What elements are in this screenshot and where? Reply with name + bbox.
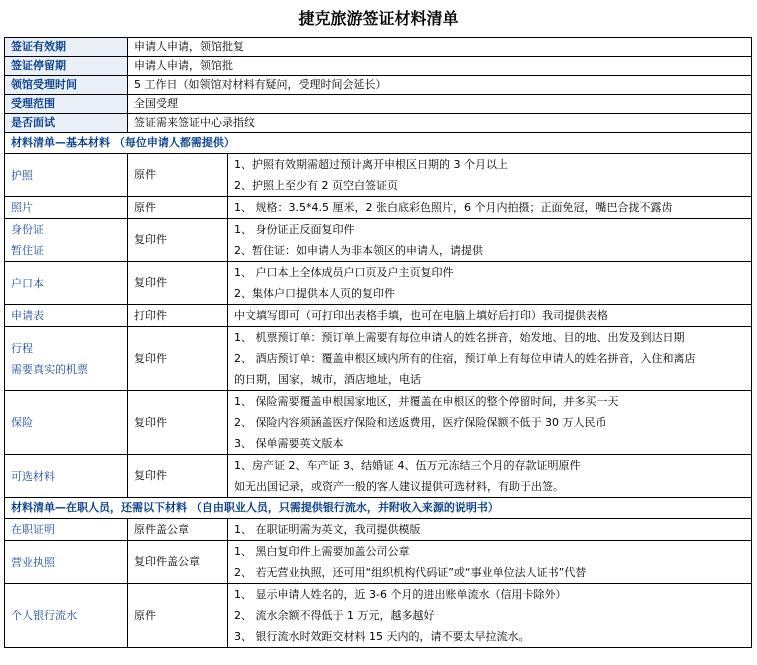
material-details	[228, 391, 752, 455]
material-name	[5, 584, 128, 648]
info-label: 签证停留期	[5, 57, 128, 76]
material-type: 复印件盖公章	[128, 541, 228, 584]
material-name	[5, 455, 128, 498]
material-detail-line: 1、 身份证正反面复印件	[234, 223, 355, 236]
material-detail-line: 2、 保险内容须涵盖医疗保险和送返费用，医疗保险保额不低于 30 万人民币	[234, 416, 607, 429]
section-basic-label: 材料清单—基本材料 （每位申请人都需提供）	[5, 133, 752, 154]
material-row	[5, 391, 752, 455]
material-detail-line: 2、暂住证：如申请人为非本领区的申请人，请提供	[234, 244, 483, 257]
page-title: 捷克旅游签证材料清单	[298, 9, 459, 28]
material-detail-line: 2、护照上至少有 2 页空白签证页	[234, 179, 398, 192]
material-name-line: 营业执照	[11, 555, 55, 569]
material-type: 复印件	[128, 262, 228, 305]
material-detail-line: 2、集体户口提供本人页的复印件	[234, 287, 395, 300]
section-employed-label: 材料清单—在职人员，还需以下材料 （自由职业人员，只需提供银行流水，并附收入来源的说明书）	[5, 498, 752, 519]
material-detail-line: 1、 规格：3.5*4.5 厘米，2 张白底彩色照片，6 个月内拍摄；正面免冠，嘴巴合拢不露齿	[234, 201, 673, 214]
info-row	[5, 38, 752, 57]
material-name-line: 照片	[11, 201, 33, 214]
material-detail-line: 1、 机票预订单：预订单上需要有每位申请人的姓名拼音，始发地、目的地、出发及到达日期	[234, 331, 685, 344]
section-employed	[5, 498, 752, 519]
info-value: 5 工作日（如领馆对材料有疑问，受理时间会延长）	[128, 76, 752, 95]
info-label: 是否面试	[5, 114, 128, 133]
material-detail-line: 3、 银行流水时效距交材料 15 天内的，请不要太早拉流水。	[234, 630, 530, 643]
material-detail-line: 1、护照有效期需超过预计离开申根区日期的 3 个月以上	[234, 158, 508, 171]
material-name	[5, 262, 128, 305]
material-detail-line: 2、 若无营业执照，还可用“组织机构代码证”或“事业单位法人证书”代替	[234, 566, 587, 579]
material-name-line: 暂住证	[11, 244, 44, 257]
material-name-line: 申请表	[11, 309, 44, 322]
info-value: 签证需来签证中心录指纹	[128, 114, 752, 133]
material-details	[228, 197, 752, 219]
material-type: 原件	[128, 584, 228, 648]
material-details	[228, 262, 752, 305]
section-basic	[5, 133, 752, 154]
info-label: 领馆受理时间	[5, 76, 128, 95]
material-name-line: 保险	[11, 416, 33, 429]
material-name-line: 护照	[11, 168, 33, 182]
material-name-line: 行程	[11, 341, 33, 355]
material-type: 复印件	[128, 455, 228, 498]
info-value: 全国受理	[128, 95, 752, 114]
material-details	[228, 154, 752, 197]
info-row	[5, 57, 752, 76]
material-details	[228, 541, 752, 584]
material-name	[5, 154, 128, 197]
info-value: 申请人申请，领馆批	[128, 57, 752, 76]
material-name-line: 需要真实的机票	[11, 362, 88, 376]
material-type: 复印件	[128, 391, 228, 455]
material-type: 原件	[128, 197, 228, 219]
material-detail-line: 的日期，国家，城市，酒店地址，电话	[234, 373, 421, 386]
material-row	[5, 327, 752, 391]
material-type: 原件盖公章	[128, 519, 228, 541]
material-name	[5, 197, 128, 219]
material-name	[5, 391, 128, 455]
material-row	[5, 584, 752, 648]
material-name-line: 可选材料	[11, 469, 55, 483]
material-details	[228, 219, 752, 262]
material-type: 复印件	[128, 219, 228, 262]
material-type: 复印件	[128, 327, 228, 391]
material-row	[5, 455, 752, 498]
material-detail-line: 如无出国记录，或资产一般的客人建议提供可选材料，有助于出签。	[234, 480, 564, 493]
material-detail-line: 1、房产证 2、车产证 3、结婚证 4、伍万元冻结三个月的存款证明原件	[234, 459, 581, 472]
material-row	[5, 541, 752, 584]
material-details	[228, 455, 752, 498]
material-row	[5, 154, 752, 197]
material-detail-line: 中文填写即可（可打印出表格手填，也可在电脑上填好后打印）我司提供表格	[234, 309, 608, 322]
info-label: 签证有效期	[5, 38, 128, 57]
material-type: 打印件	[128, 305, 228, 327]
material-row	[5, 197, 752, 219]
material-name	[5, 541, 128, 584]
material-name	[5, 305, 128, 327]
material-detail-line: 2、 酒店预订单：覆盖申根区域内所有的住宿，预订单上有每位申请人的姓名拼音，入住和离店	[234, 352, 696, 365]
material-detail-line: 1、 户口本上全体成员户口页及户主页复印件	[234, 266, 454, 279]
material-name-line: 个人银行流水	[11, 609, 77, 622]
material-name-line: 户口本	[11, 276, 44, 290]
material-details	[228, 584, 752, 648]
material-name-line: 身份证	[11, 223, 44, 236]
material-name	[5, 519, 128, 541]
material-detail-line: 1、 显示申请人姓名的，近 3-6 个月的进出账单流水（信用卡除外）	[234, 588, 567, 601]
materials-table	[4, 37, 752, 648]
material-name	[5, 219, 128, 262]
material-detail-line: 3、 保单需要英文版本	[234, 437, 344, 450]
info-value: 申请人申请，领馆批复	[128, 38, 752, 57]
info-row	[5, 114, 752, 133]
material-row	[5, 305, 752, 327]
material-type: 原件	[128, 154, 228, 197]
info-label: 受理范围	[5, 95, 128, 114]
material-name-line: 在职证明	[11, 523, 55, 536]
material-detail-line: 1、 在职证明需为英文，我司提供模版	[234, 523, 421, 536]
material-detail-line: 1、 保险需要覆盖申根国家地区，并覆盖在申根区的整个停留时间，并多买一天	[234, 395, 619, 408]
material-details	[228, 519, 752, 541]
material-details	[228, 327, 752, 391]
material-name	[5, 327, 128, 391]
info-row	[5, 95, 752, 114]
material-row	[5, 262, 752, 305]
material-detail-line: 2、 流水余额不得低于 1 万元，越多越好	[234, 609, 435, 622]
material-details	[228, 305, 752, 327]
info-row	[5, 76, 752, 95]
material-row	[5, 519, 752, 541]
material-row	[5, 219, 752, 262]
material-detail-line: 1、 黑白复印件上需要加盖公司公章	[234, 545, 410, 558]
